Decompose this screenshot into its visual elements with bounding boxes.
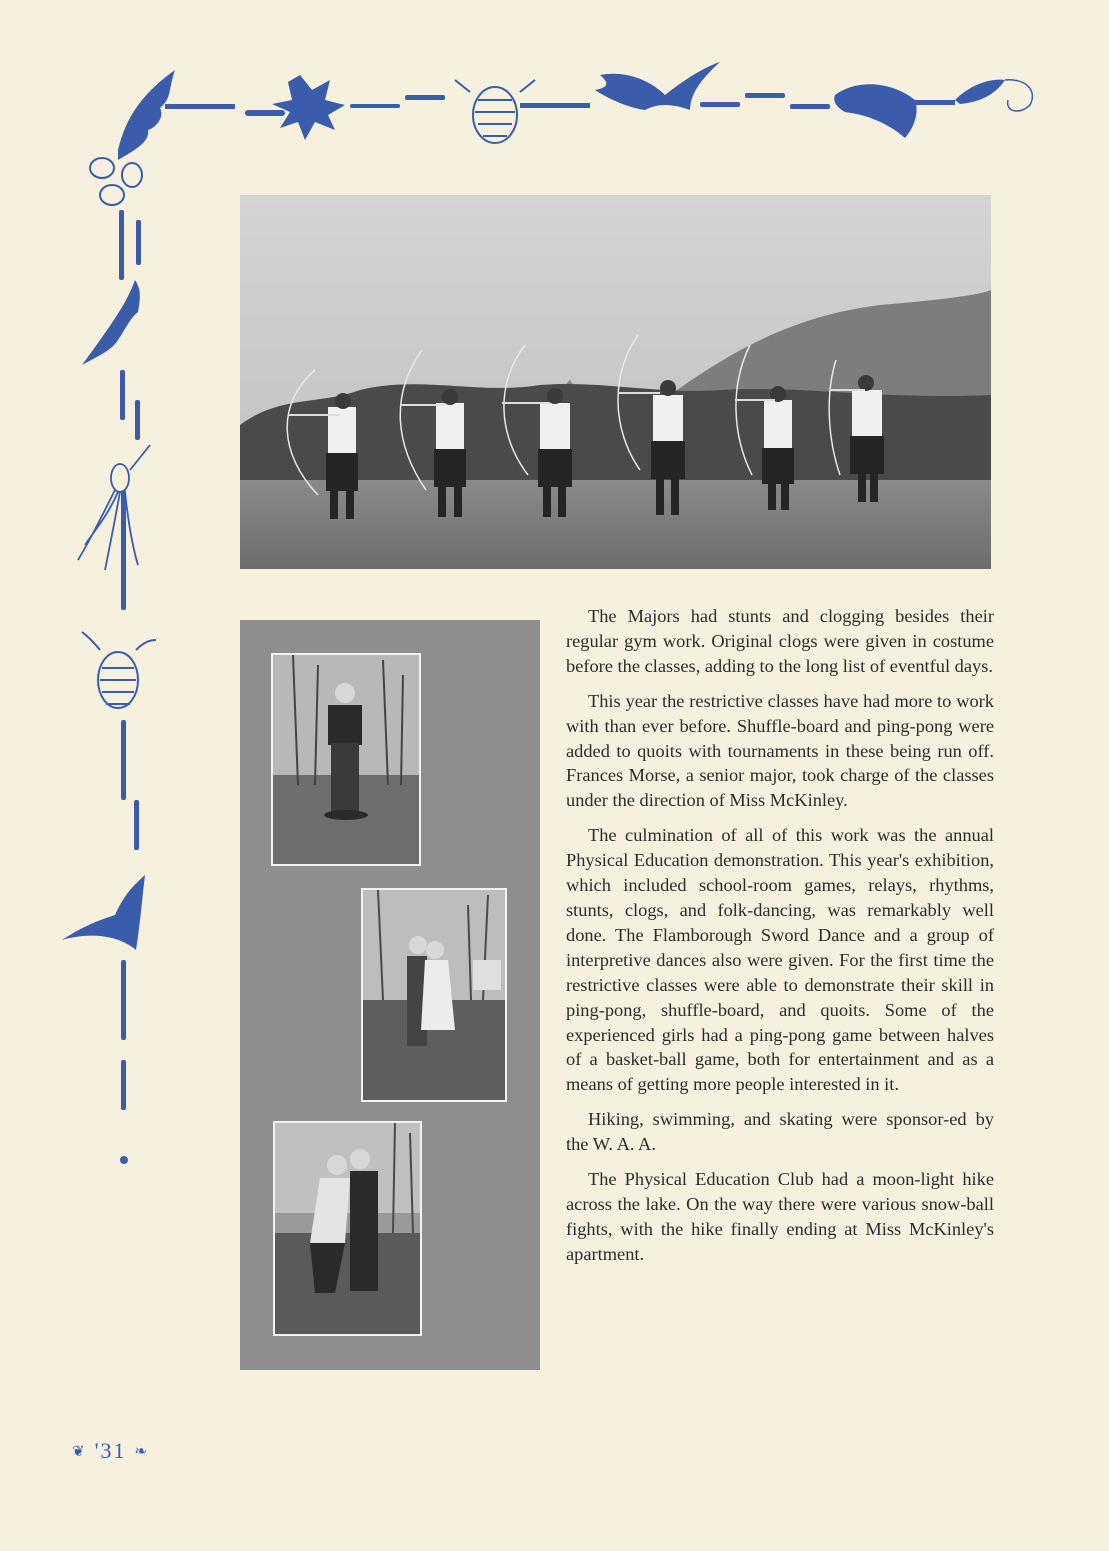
article-paragraph: The Majors had stunts and clogging besides their regular gym work. Original clogs were given in costume before the classes, adding to the long list of eventful days. bbox=[566, 606, 994, 676]
folio-year: '31 bbox=[94, 1438, 127, 1463]
archery-class-photo bbox=[240, 195, 991, 569]
ornament-left-icon: ❦ bbox=[72, 1443, 87, 1460]
leaf-icon bbox=[1005, 80, 1032, 111]
article-paragraph: Hiking, swimming, and skating were sponsor-ed by the W. A. A. bbox=[566, 1109, 994, 1155]
archery-photo-image bbox=[240, 195, 991, 569]
pine-cone-icon bbox=[82, 632, 156, 708]
article-text bbox=[566, 604, 994, 1277]
holly-leaf-icon bbox=[62, 875, 145, 950]
photo-collage bbox=[240, 620, 540, 1370]
two-students-posing-photo bbox=[273, 1121, 422, 1336]
pair-image bbox=[363, 890, 505, 1100]
article-paragraph: The culmination of all of this work was the annual Physical Education demonstration. This year's exhibition, which included school-room games, relays, rhythms, stunts, clogs, and folk-dancing, was remarkably well done. The Flamborough Sword Dance and a group of interpretive dances also were given. For the first time the restrictive classes were able to demonstrate their skill in ping-pong, shuffle-board, and quoits. Some of the experienced girls had a ping-pong game between halves of a basket-ball game, both for entertainment and as a means of getting more people interested in it. bbox=[566, 825, 994, 1095]
holly-leaf-icon bbox=[82, 280, 140, 365]
leaf-icon bbox=[955, 80, 1005, 104]
article-paragraph: The Physical Education Club had a moon-light hike across the lake. On the way there were various snow-ball fights, with the hike finally ending at Miss McKinley's apartment. bbox=[566, 1169, 994, 1264]
student-portrait-photo bbox=[271, 653, 421, 866]
posing-image bbox=[275, 1123, 420, 1334]
pair-of-students-photo bbox=[361, 888, 507, 1102]
folio bbox=[72, 1438, 149, 1464]
wheat-tassel-icon bbox=[78, 445, 150, 570]
article-paragraph: This year the restrictive classes have had more to work with than ever before. Shuffle-board and ping-pong were added to quoits with tournaments in these being run off. Frances Morse, a senior major, took charge of the classes under the direction of Miss McKinley. bbox=[566, 690, 994, 811]
maple-leaf-icon bbox=[272, 75, 345, 140]
portrait-image bbox=[273, 655, 419, 864]
leaf-icon bbox=[834, 84, 916, 138]
pine-cone-icon bbox=[455, 80, 535, 143]
holly-leaf-icon bbox=[118, 70, 175, 160]
acorn-icon bbox=[90, 158, 142, 205]
ornament-right-icon: ❧ bbox=[134, 1443, 150, 1460]
